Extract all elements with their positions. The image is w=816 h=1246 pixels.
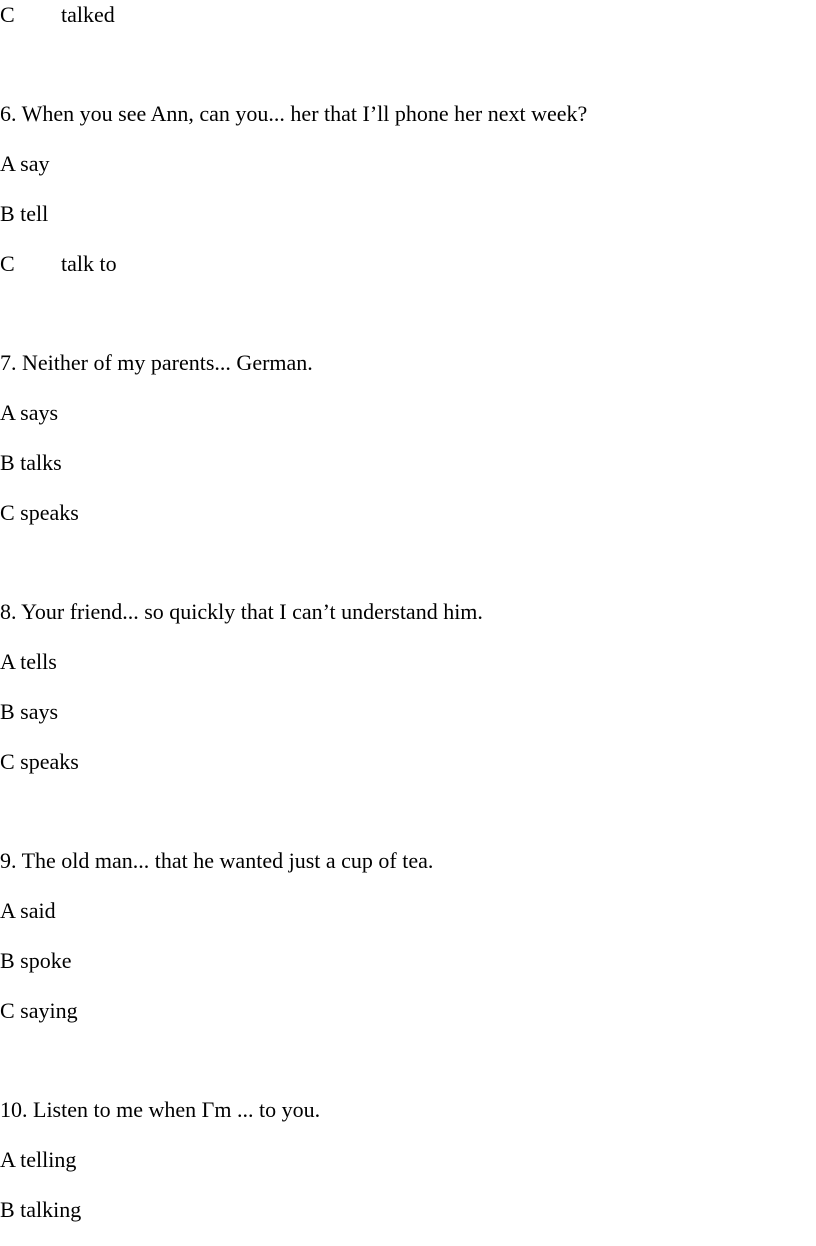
q6-question: 6. When you see Ann, can you... her that I’ll phone her next week?	[0, 101, 588, 126]
option-letter: C	[0, 2, 15, 27]
q9-option-b: B spoke	[0, 948, 72, 973]
option-text: talked	[61, 2, 115, 27]
q6-option-b: B tell	[0, 201, 49, 226]
q8-option-a: A tells	[0, 649, 57, 674]
q7-option-b: B talks	[0, 450, 62, 475]
option-letter: C	[0, 251, 15, 276]
q7-question: 7. Neither of my parents... German.	[0, 350, 313, 375]
q10-option-b: B talking	[0, 1197, 82, 1222]
q6-option-a: A say	[0, 151, 50, 176]
option-text: talk to	[61, 251, 117, 276]
q7-option-c: C speaks	[0, 500, 79, 525]
q5-option-c	[0, 1, 115, 29]
q6-option-c	[0, 250, 117, 278]
q8-option-c: C speaks	[0, 749, 79, 774]
q9-question: 9. The old man... that he wanted just a cup of tea.	[0, 848, 434, 873]
q9-option-a: A said	[0, 898, 56, 923]
q8-question: 8. Your friend... so quickly that I can’t understand him.	[0, 599, 483, 624]
q10-question: 10. Listen to me when Гm ... to you.	[0, 1097, 321, 1122]
q7-option-a: A says	[0, 400, 59, 425]
q8-option-b: B says	[0, 699, 59, 724]
q10-option-a: A telling	[0, 1147, 77, 1172]
q9-option-c: C saying	[0, 998, 78, 1023]
